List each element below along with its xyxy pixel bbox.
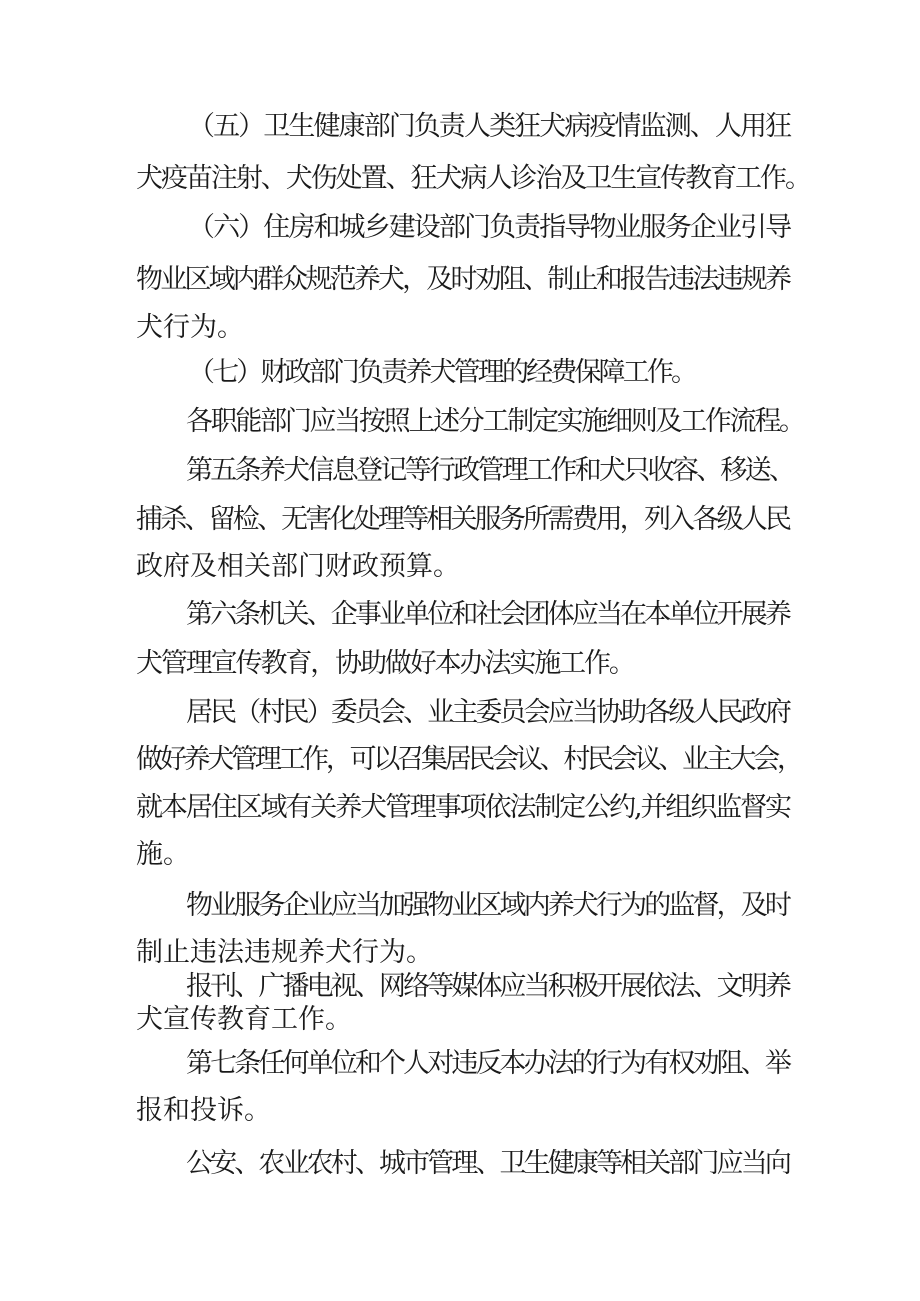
text-line: 第五条养犬信息登记等行政管理工作和犬只收容、移送、 [186,455,794,486]
text-line: 制止违法违规养犬行为。 [136,937,433,968]
text-line: 公安、农业农村、城市管理、卫生健康等相关部门应当向 [186,1148,789,1179]
text-line: 政府及相关部门财政预算。 [136,551,460,582]
text-line: 施。 [136,839,190,870]
text-line: 犬行为。 [136,312,244,343]
text-line: 第六条机关、企事业单位和社会团体应当在本单位开展养 [186,599,789,630]
text-line: 物业服务企业应当加强物业区域内养犬行为的监督，及时 [186,890,789,921]
text-line: （五）卫生健康部门负责人类狂犬病疫情监测、人用狂 [188,111,791,142]
text-line: 报刊、广播电视、网络等媒体应当积极开展依法、文明养 [186,971,789,1002]
text-line: 物业区域内群众规范养犬，及时劝阻、制止和报告违法违规养 [136,264,790,295]
text-line: 做好养犬管理工作，可以召集居民会议、村民会议、业主大会， [136,744,801,775]
text-line: 就本居住区域有关养犬管理事项依法制定公约,并组织监督实 [136,792,790,823]
text-line: （七）财政部门负责养犬管理的经费保障工作。 [188,357,696,388]
text-line: 捕杀、留检、无害化处理等相关服务所需费用，列入各级人民 [136,504,790,535]
text-line: 各职能部门应当按照上述分工制定实施细则及工作流程。 [186,406,804,437]
text-line: 居民（村民）委员会、业主委员会应当协助各级人民政府 [186,697,789,728]
text-line: 犬疫苗注射、犬伤处置、狂犬病人诊治及卫生宣传教育工作。 [136,163,810,194]
text-line: 报和投诉。 [136,1095,271,1126]
text-line: 第七条任何单位和个人对违反本办法的行为有权劝阻、举 [186,1048,789,1079]
text-line: 犬宣传教育工作。 [136,1004,352,1035]
text-line: 犬管理宣传教育，协助做好本办法实施工作。 [136,648,634,679]
text-line: （六）住房和城乡建设部门负责指导物业服务企业引导 [188,212,791,243]
